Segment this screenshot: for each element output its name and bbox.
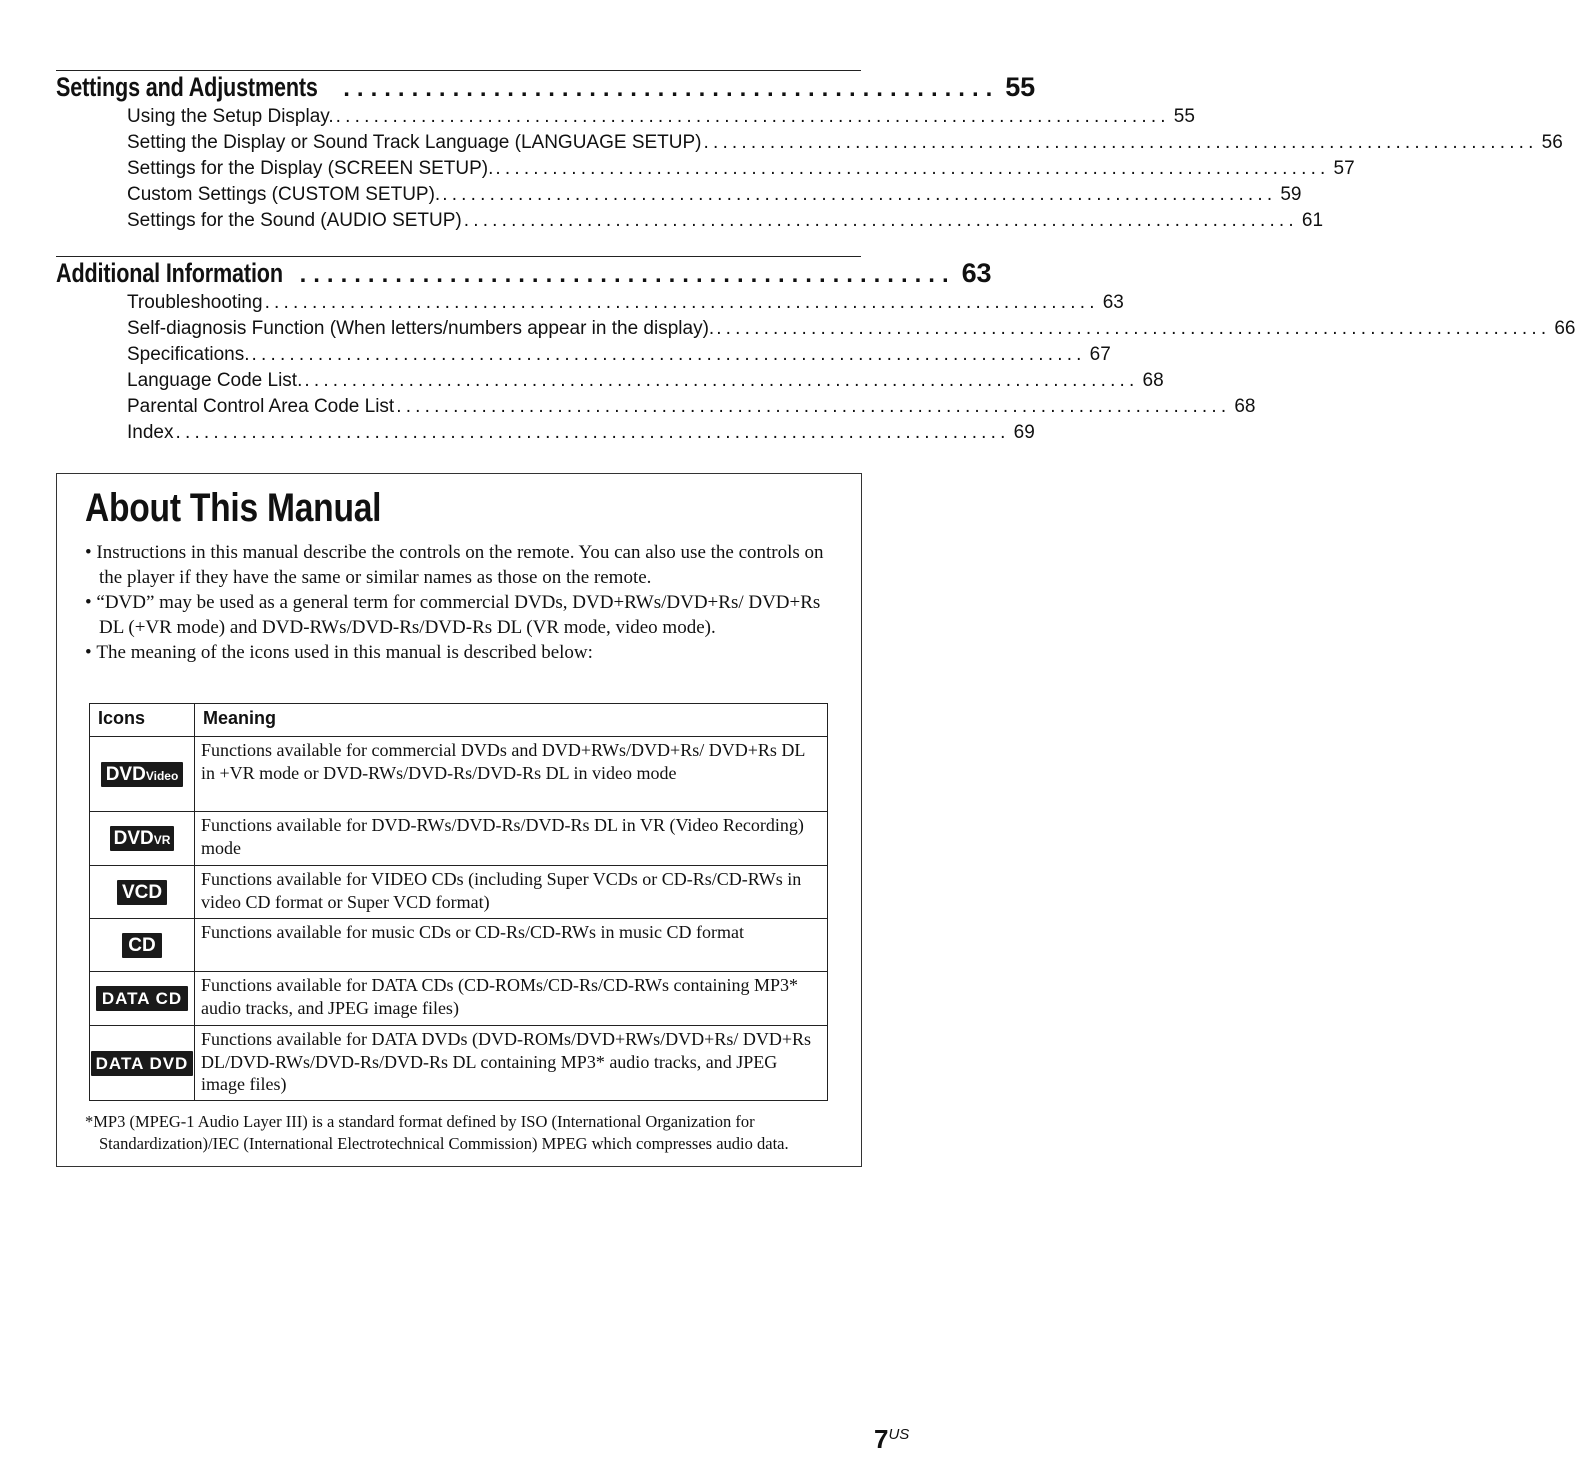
toc-entry-page: 68 (1142, 370, 1164, 391)
toc-entry-page: 56 (1541, 132, 1563, 153)
table-row (90, 866, 828, 919)
meaning-cell: Functions available for DVD-RWs/DVD-Rs/DVD-Rs DL in VR (Video Recording) mode (195, 812, 828, 866)
dot-leader: ........................................................................................ (251, 344, 1086, 365)
data-dvd-icon: DATA DVD (91, 1051, 194, 1076)
toc-entry-page: 68 (1234, 396, 1256, 417)
toc-entry (127, 318, 1575, 344)
toc-entry (127, 132, 1563, 158)
about-manual-box (56, 473, 862, 1167)
bullet-item: • Instructions in this manual describe the controls on the remote. You can also use the controls on the player if they have the same or similar names as those on the remote. (85, 540, 835, 590)
table-row (90, 919, 828, 972)
dot-leader: ........................................................................................ (442, 184, 1277, 205)
icons-table (89, 703, 828, 1101)
toc-entry-label: Troubleshooting (127, 292, 263, 313)
dot-leader: ........................................................................................ (264, 292, 1099, 313)
toc-entry (127, 370, 1164, 396)
toc-entry-label: Settings for the Display (SCREEN SETUP). (127, 158, 494, 179)
toc-heading-title: Additional Information (56, 258, 283, 288)
cd-icon: CD (122, 933, 161, 958)
toc-entry-page: 67 (1089, 344, 1111, 365)
table-row (90, 737, 828, 812)
dot-leader: ................................................ (343, 75, 1000, 102)
dvd-video-icon: DVDVideo (101, 762, 184, 787)
page-number-region: US (888, 1426, 910, 1443)
toc-entry (127, 292, 1124, 318)
toc-section-additional-information (56, 256, 1575, 448)
page-number (874, 1424, 909, 1455)
toc-entry-label: Language Code List. (127, 370, 303, 391)
dot-leader: ........................................................................................ (335, 106, 1170, 127)
toc-entry-label: Setting the Display or Sound Track Language (LANGUAGE SETUP) (127, 132, 702, 153)
meaning-cell: Functions available for commercial DVDs and DVD+RWs/DVD+Rs/ DVD+Rs DL in +VR mode or DVD-RWs/DVD-Rs/DVD-Rs DL in video mode (195, 737, 828, 812)
toc-entry-page: 69 (1013, 422, 1035, 443)
dot-leader: ........................................................................................ (716, 318, 1551, 339)
toc-entry (127, 396, 1256, 422)
toc-entry (127, 210, 1324, 236)
footnote (85, 1111, 865, 1155)
header-meaning: Meaning (195, 704, 828, 737)
table-header-row (90, 704, 828, 737)
dot-leader: ........................................................................................ (396, 396, 1231, 417)
page-number-value: 7 (874, 1424, 889, 1454)
toc-entry-page: 59 (1280, 184, 1302, 205)
footnote-line: *MP3 (MPEG-1 Audio Layer III) is a standard format defined by ISO (International Organization for (85, 1112, 755, 1131)
toc-entry-label: Index (127, 422, 174, 443)
data-cd-icon: DATA CD (96, 986, 188, 1011)
toc-entry-page: 63 (1102, 292, 1124, 313)
toc-entry (127, 184, 1302, 210)
dvd-vr-icon: DVDVR (110, 826, 175, 851)
toc-entry-label: Parental Control Area Code List (127, 396, 395, 417)
toc-entry (127, 106, 1195, 132)
toc-entry-label: Self-diagnosis Function (When letters/numbers appear in the display). (127, 318, 715, 339)
table-row (90, 972, 828, 1026)
toc-entry-label: Specifications. (127, 344, 250, 365)
meaning-cell: Functions available for VIDEO CDs (including Super VCDs or CD-Rs/CD-RWs in video CD format or Super VCD format) (195, 866, 828, 919)
toc-entry-label: Custom Settings (CUSTOM SETUP). (127, 184, 441, 205)
about-manual-title: About This Manual (85, 486, 382, 530)
dot-leader: ................................................ (299, 261, 956, 288)
dot-leader: ........................................................................................ (703, 132, 1538, 153)
toc-entry (127, 344, 1111, 370)
toc-entry (127, 158, 1355, 184)
toc-heading (56, 258, 992, 292)
toc-entry-page: 61 (1301, 210, 1324, 231)
toc-heading-title: Settings and Adjustments (56, 72, 318, 102)
toc-entry-page: 57 (1333, 158, 1355, 179)
section-rule (56, 256, 861, 257)
meaning-cell: Functions available for DATA CDs (CD-ROMs/CD-Rs/CD-RWs containing MP3* audio tracks, and JPEG image files) (195, 972, 828, 1026)
vcd-icon: VCD (117, 880, 167, 905)
meaning-cell: Functions available for music CDs or CD-Rs/CD-RWs in music CD format (195, 919, 828, 972)
dot-leader: ........................................................................................ (175, 422, 1010, 443)
table-row (90, 1026, 828, 1101)
toc-entry (127, 422, 1035, 448)
toc-entry-page: 66 (1554, 318, 1575, 339)
toc-section-settings (56, 70, 1563, 236)
toc-entry-page: 55 (1173, 106, 1195, 127)
dot-leader: ........................................................................................ (304, 370, 1139, 391)
toc-entry-label: Using the Setup Display. (127, 106, 334, 127)
about-bullet-list (85, 540, 835, 665)
footnote-line: Standardization)/IEC (International Electrotechnical Commission) MPEG which compresses audio data. (99, 1134, 789, 1153)
dot-leader: ........................................................................................ (463, 210, 1298, 231)
header-icons: Icons (90, 704, 195, 737)
toc-heading (56, 72, 1035, 106)
toc-heading-page: 55 (1005, 72, 1035, 102)
bullet-item: • “DVD” may be used as a general term for commercial DVDs, DVD+RWs/DVD+Rs/ DVD+Rs DL (+VR mode) and DVD-RWs/DVD-Rs/DVD-Rs DL (VR mode, video mode). (85, 590, 835, 640)
bullet-item: • The meaning of the icons used in this manual is described below: (85, 640, 835, 665)
dot-leader: ........................................................................................ (495, 158, 1330, 179)
section-rule (56, 70, 861, 71)
toc-heading-page: 63 (961, 258, 992, 288)
table-row (90, 812, 828, 866)
meaning-cell: Functions available for DATA DVDs (DVD-ROMs/DVD+RWs/DVD+Rs/ DVD+Rs DL/DVD-RWs/DVD-Rs/DVD-Rs DL containing MP3* audio tracks, and JPEG image files) (195, 1026, 828, 1101)
toc-entry-label: Settings for the Sound (AUDIO SETUP) (127, 210, 462, 231)
